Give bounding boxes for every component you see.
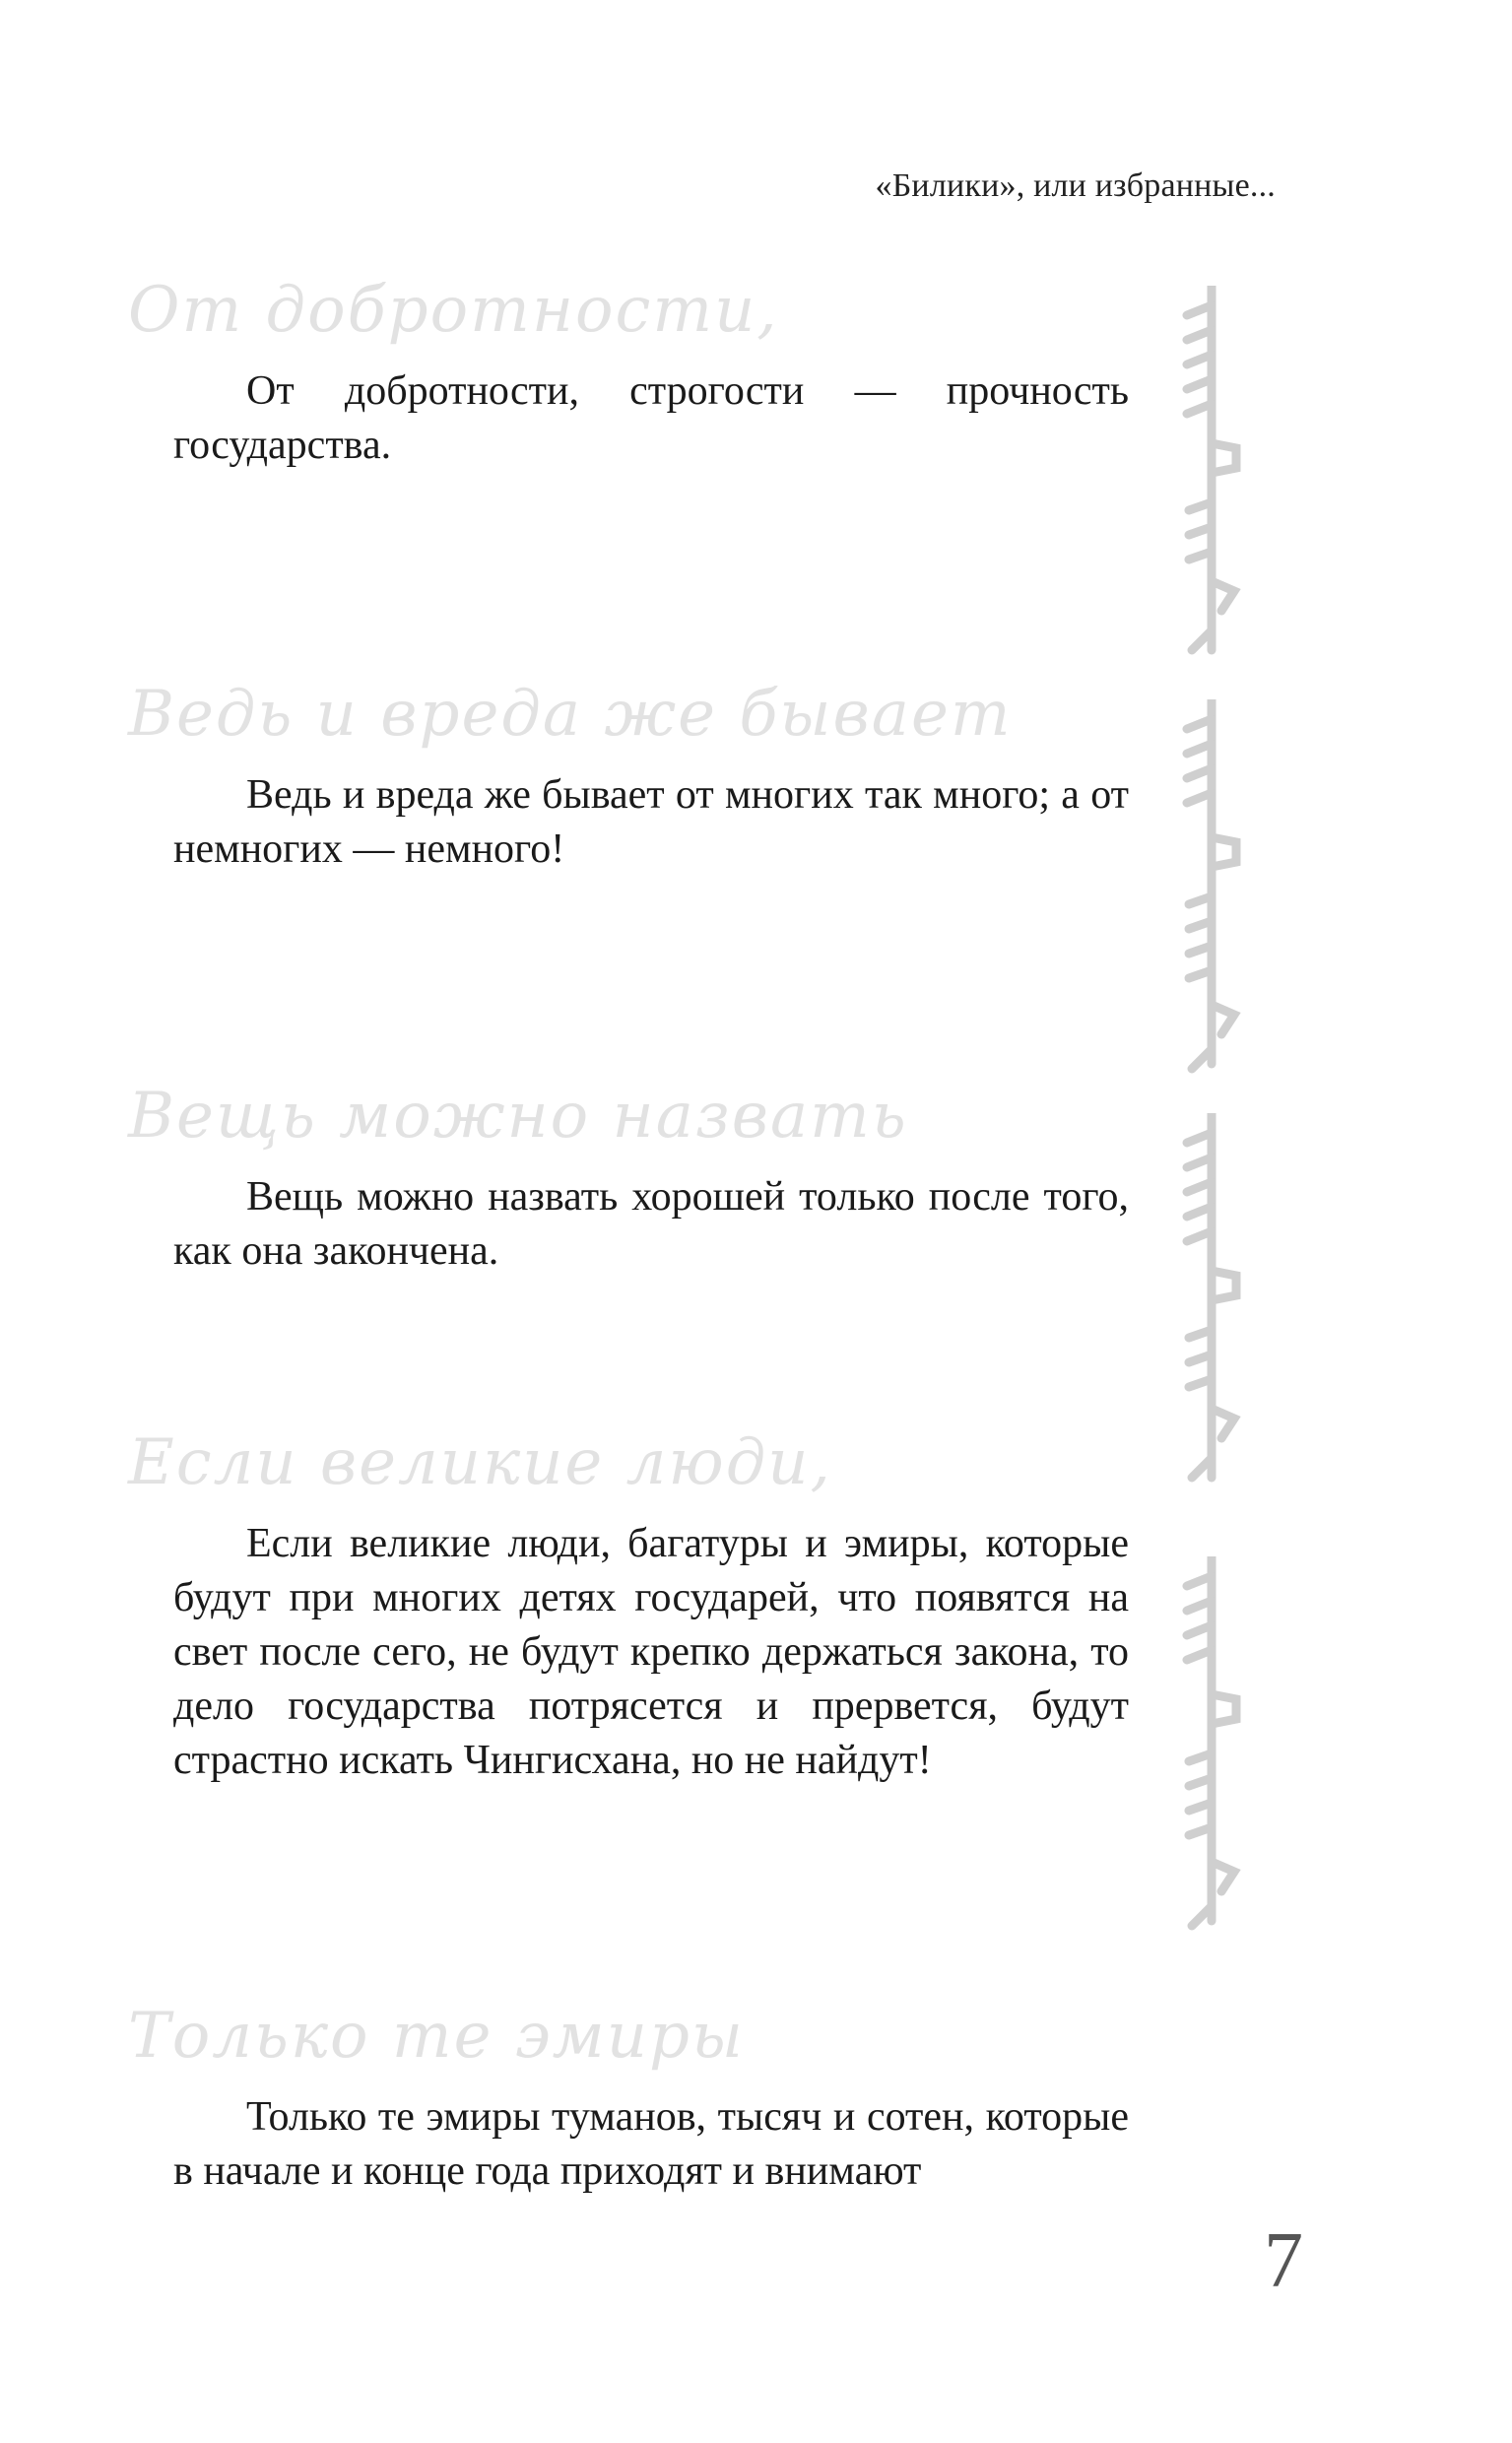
section-heading-decorative: Ведь и вреда же бывает [128,678,1013,751]
section-5 [128,2000,1129,2199]
section-4 [128,1426,1129,1788]
mongolian-script-icon [1167,699,1256,1074]
paragraph: Если великие люди, багатуры и эмиры, которые будут при многих детях государей, что появятся на свет после сего, не будут крепко держаться закона, то дело государства потрясется и прервется, будут страстно искать Чингисхана, но не найдут! [173,1521,1129,1783]
section-2 [128,678,1129,877]
mongolian-script-icon [1167,1113,1256,1487]
paragraph: Ведь и вреда же бывает от многих так много; а от немногих — немного! [173,772,1129,872]
mongolian-script-icon [1167,286,1256,660]
mongolian-script-icon [1167,1556,1256,1931]
page-number: 7 [1264,2217,1303,2304]
section-heading-decorative: От добротности, [128,274,779,347]
mongolian-script-decoration [1167,286,1256,1950]
section-heading-decorative: Если великие люди, [128,1426,832,1499]
paragraph: Вещь можно назвать хорошей только после того, как она закончена. [173,1174,1129,1274]
section-heading-decorative: Вещь можно назвать [128,1080,908,1153]
section-1 [128,274,1129,473]
running-header: «Билики», или избранные... [875,167,1276,204]
section-3 [128,1080,1129,1279]
section-heading-decorative: Только те эмиры [128,2000,746,2073]
paragraph: От добротности, строгости — прочность государства. [173,368,1129,468]
paragraph: Только те эмиры туманов, тысяч и сотен, которые в начале и конце года приходят и внимают [173,2094,1129,2194]
